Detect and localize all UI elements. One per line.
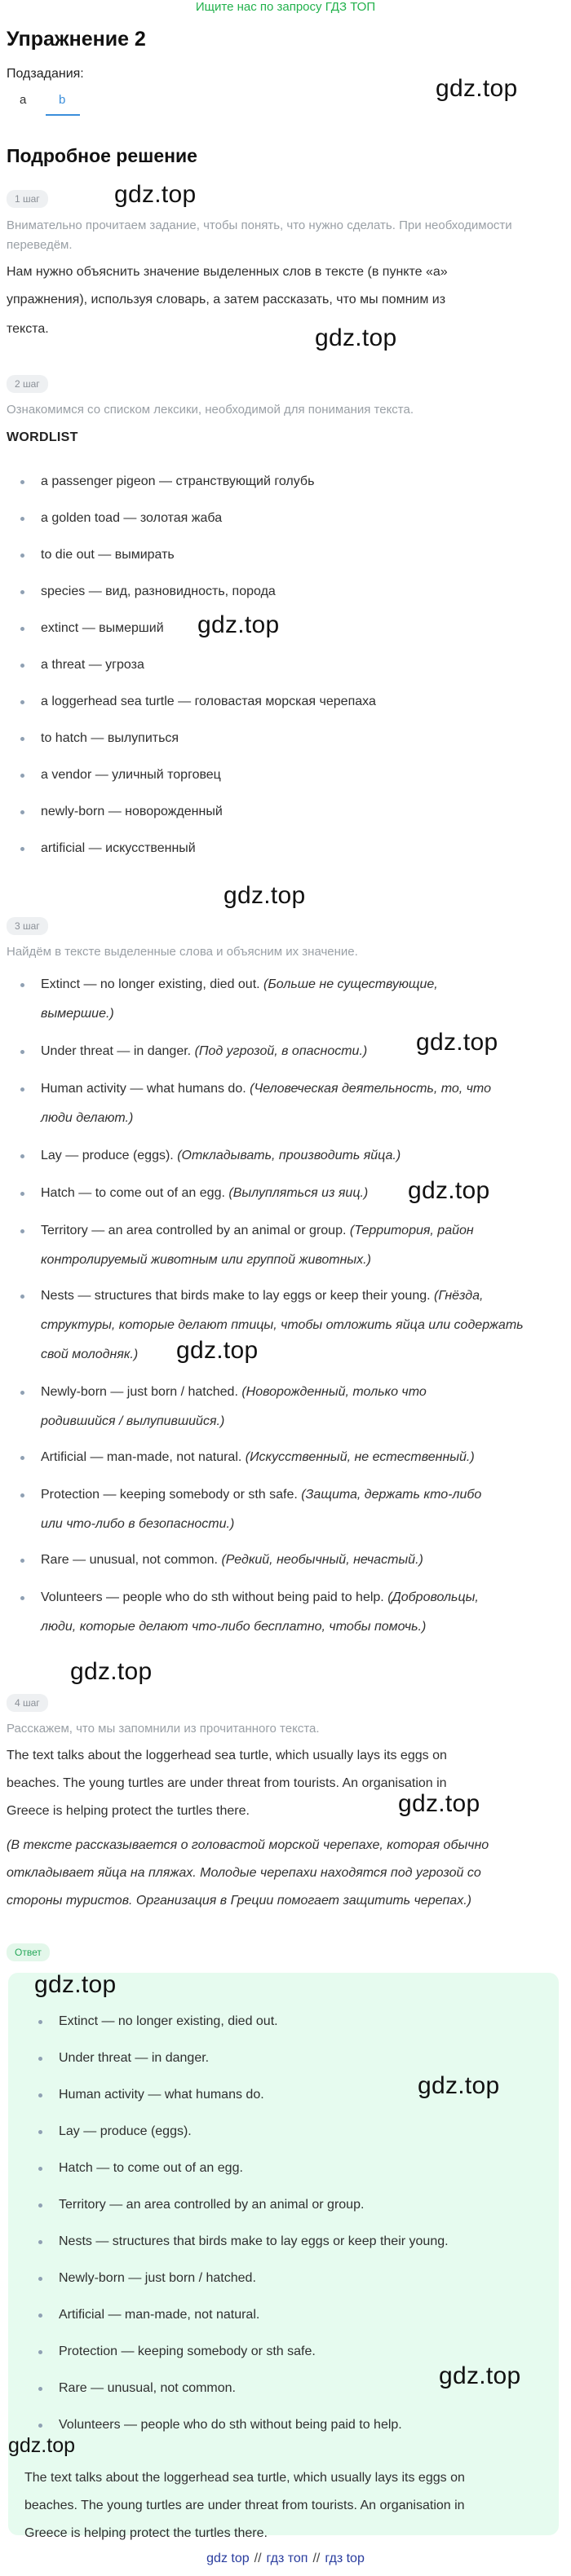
answer-item-text: Protection — keeping somebody or sth safe. <box>59 2344 316 2358</box>
bullet-icon <box>20 774 24 778</box>
definition-item <box>41 1443 547 1472</box>
step-badge-3: 3 шаг <box>7 917 48 935</box>
definition-ru: (Человеческая деятельность, то, что <box>250 1082 491 1096</box>
wordlist-item-text: a threat — угроза <box>41 658 144 672</box>
wordlist-item-text: to hatch — вылупиться <box>41 731 179 745</box>
step-4-hint: Расскажем, что мы запомнили из прочитанного текста. <box>7 1722 320 1736</box>
bullet-icon <box>20 1087 24 1092</box>
step-1-text-line-3: текста. <box>7 322 49 336</box>
definition-ru: (Вылупляться из яиц.) <box>228 1186 369 1200</box>
answer-item-text: Extinct — no longer existing, died out. <box>59 2014 278 2028</box>
definition-ru: (Под угрозой, в опасности.) <box>194 1044 368 1058</box>
bullet-icon <box>20 480 24 484</box>
bullet-icon <box>38 2424 42 2428</box>
bullet-icon <box>20 517 24 521</box>
wordlist-item-text: to die out — вымирать <box>41 548 175 562</box>
watermark: gdz.top <box>70 1658 153 1685</box>
definition-en: Newly-born — just born / hatched. <box>41 1385 242 1399</box>
answer-item-text: Human activity — what humans do. <box>59 2088 264 2102</box>
watermark: gdz.top <box>224 882 306 909</box>
footer-separator: // <box>254 2552 262 2565</box>
step-badge-1: 1 шаг <box>7 190 48 208</box>
answer-item-text: Hatch — to come out of an egg. <box>59 2161 243 2175</box>
definition-en: Human activity — what humans do. <box>41 1082 250 1096</box>
watermark: gdz.top <box>436 75 518 102</box>
bullet-icon <box>38 2350 42 2354</box>
bullet-icon <box>20 1493 24 1498</box>
definition-ru: (Больше не существующие, <box>263 977 438 991</box>
watermark: gdz.top <box>176 1337 259 1364</box>
footer-link[interactable]: гдз top <box>325 2552 365 2565</box>
answer-item <box>59 2374 236 2403</box>
step-4-translation-line-3: стороны туристов. Организация в Греции помогает защитить черепах.) <box>7 1894 471 1908</box>
answer-badge: Ответ <box>7 1943 50 1961</box>
wordlist-item-text: artificial — искусственный <box>41 841 196 855</box>
footer-link[interactable]: gdz top <box>206 2552 250 2565</box>
answer-item-text: Newly-born — just born / hatched. <box>59 2271 256 2285</box>
answer-item <box>59 2117 192 2146</box>
definition-item <box>41 970 547 1029</box>
wordlist-item-text: a vendor — уличный торговец <box>41 768 221 782</box>
wordlist-item <box>41 688 376 716</box>
answer-item <box>59 2190 364 2220</box>
definition-ru: люди, которые делают что-либо бесплатно, чтобы помочь.) <box>41 1620 427 1634</box>
answer-item <box>59 2337 316 2366</box>
answer-item-text: Territory — an area controlled by an animal or group. <box>59 2198 365 2212</box>
bullet-icon <box>38 2057 42 2061</box>
wordlist-item <box>41 798 223 826</box>
bullet-icon <box>20 1559 24 1563</box>
definition-ru: (Защита, держать кто-либо <box>301 1488 482 1502</box>
wordlist-item <box>41 468 314 496</box>
footer-links <box>0 2552 571 2566</box>
bullet-icon <box>38 2314 42 2318</box>
definition-item <box>41 1378 547 1436</box>
definition-en: Protection — keeping somebody or sth safe. <box>41 1488 302 1502</box>
wordlist-item <box>41 761 221 789</box>
step-badge-2: 2 шаг <box>7 375 48 393</box>
solution-title: Подробное решение <box>7 145 197 166</box>
step-badge-4: 4 шаг <box>7 1694 48 1712</box>
bullet-icon <box>20 847 24 851</box>
watermark: gdz.top <box>416 1029 498 1056</box>
watermark: gdz.top <box>315 324 397 351</box>
watermark: gdz.top <box>408 1177 490 1204</box>
definition-ru: контролируемый животным или группой животных.) <box>41 1253 371 1267</box>
bullet-icon <box>20 1456 24 1460</box>
step-4-translation-line-2: откладывает яйца на пляжах. Молодые черепахи находятся под угрозой со <box>7 1866 481 1880</box>
bullet-icon <box>38 2203 42 2208</box>
page-title: Упражнение 2 <box>7 28 146 51</box>
tab-a[interactable]: a <box>20 93 27 107</box>
bullet-icon <box>20 554 24 558</box>
wordlist-item-text: newly-born — новорожденный <box>41 805 223 818</box>
wordlist-item-text: a passenger pigeon — странствующий голубь <box>41 474 315 488</box>
definition-item <box>41 1281 555 1370</box>
wordlist-item-text: a loggerhead sea turtle — головастая морская черепаха <box>41 695 376 708</box>
step-4-text-line-3: Greece is helping protect the turtles there. <box>7 1804 250 1818</box>
definition-ru: вымершие.) <box>41 1007 114 1021</box>
definition-ru: свой молодняк.) <box>41 1348 139 1361</box>
footer-link[interactable]: гдз топ <box>266 2552 308 2565</box>
wordlist-item <box>41 541 175 569</box>
definition-ru: люди делают.) <box>41 1111 134 1125</box>
definition-en: Under threat — in danger. <box>41 1044 195 1058</box>
bullet-icon <box>38 2130 42 2134</box>
watermark: gdz.top <box>197 611 280 638</box>
step-1-text-line-1: Нам нужно объяснить значение выделенных слов в тексте (в пункте «a» <box>7 265 448 279</box>
answer-item <box>59 2154 243 2183</box>
definition-ru: (Территория, район <box>349 1224 474 1237</box>
answer-item <box>59 2411 402 2440</box>
answer-item-text: Nests — structures that birds make to lay eggs or keep their young. <box>59 2234 449 2248</box>
definition-en: Volunteers — people who do sth without being paid to help. <box>41 1590 388 1604</box>
definition-ru: (Добровольцы, <box>387 1590 479 1604</box>
bullet-icon <box>20 1050 24 1054</box>
watermark: gdz.top <box>418 2072 500 2099</box>
bullet-icon <box>20 590 24 594</box>
bullet-icon <box>20 627 24 631</box>
bullet-icon <box>20 1229 24 1233</box>
bullet-icon <box>38 2240 42 2244</box>
definition-en: Hatch — to come out of an egg. <box>41 1186 229 1200</box>
wordlist-item <box>41 725 179 752</box>
answer-item <box>59 2300 259 2330</box>
bullet-icon <box>20 737 24 741</box>
wordlist-item-text: a golden toad — золотая жаба <box>41 511 223 525</box>
definition-ru: или что-либо в безопасности.) <box>41 1517 235 1531</box>
answer-item-text: Rare — unusual, not common. <box>59 2381 236 2395</box>
answer-item <box>59 2007 278 2036</box>
definition-en: Territory — an area controlled by an animal or group. <box>41 1224 350 1237</box>
wordlist-item-text: species — вид, разновидность, порода <box>41 584 276 598</box>
definition-item <box>41 1074 547 1133</box>
definition-en: Lay — produce (eggs). <box>41 1149 178 1162</box>
definition-en: Extinct — no longer existing, died out. <box>41 977 264 991</box>
bullet-icon <box>20 1154 24 1158</box>
step-2-hint: Ознакомимся со списком лексики, необходимой для понимания текста. <box>7 403 414 417</box>
answer-item <box>59 2044 209 2073</box>
step-1-hint-line-1: Внимательно прочитаем задание, чтобы понять, что нужно сделать. При необходимости <box>7 218 512 232</box>
wordlist-title: WORDLIST <box>7 430 78 444</box>
answer-item-text: Volunteers — people who do sth without being paid to help. <box>59 2418 402 2432</box>
wordlist-item-text: extinct — вымерший <box>41 621 164 635</box>
wordlist-item <box>41 615 164 642</box>
bullet-icon <box>38 2020 42 2024</box>
answer-item <box>59 2227 449 2256</box>
wordlist-item <box>41 651 144 679</box>
answer-item <box>59 2080 264 2110</box>
watermark: gdz.top <box>439 2362 521 2389</box>
bullet-icon <box>38 2277 42 2281</box>
footer-separator: // <box>312 2552 321 2565</box>
wordlist-item <box>41 578 276 606</box>
bullet-icon <box>20 1295 24 1299</box>
watermark: gdz.top <box>8 2434 76 2457</box>
answer-item-text: Lay — produce (eggs). <box>59 2124 192 2138</box>
answer-item-text: Artificial — man-made, not natural. <box>59 2308 260 2322</box>
definition-en: Nests — structures that birds make to lay eggs or keep their young. <box>41 1289 434 1303</box>
bullet-icon <box>20 810 24 814</box>
definition-item <box>41 1480 547 1539</box>
definition-ru: структуры, которые делают птицы, чтобы отложить яйца или содержать <box>41 1318 524 1332</box>
definition-item <box>41 1141 547 1171</box>
definition-ru: родившийся / вылупившийся.) <box>41 1414 225 1428</box>
definition-ru: (Откладывать, производить яйца.) <box>177 1149 401 1162</box>
answer-item <box>59 2264 256 2293</box>
bullet-icon <box>38 2387 42 2391</box>
bullet-icon <box>20 1192 24 1196</box>
step-4-text-line-1: The text talks about the loggerhead sea turtle, which usually lays its eggs on <box>7 1749 447 1762</box>
watermark: gdz.top <box>114 181 197 208</box>
subtasks-label: Подзадания: <box>7 67 84 81</box>
definition-en: Artificial — man-made, not natural. <box>41 1450 246 1464</box>
definition-ru: (Гнёзда, <box>434 1289 484 1303</box>
bullet-icon <box>20 1391 24 1395</box>
step-1-hint-line-2: переведём. <box>7 238 73 252</box>
bullet-icon <box>38 2093 42 2097</box>
answer-item-text: Under threat — in danger. <box>59 2051 210 2065</box>
bullet-icon <box>38 2167 42 2171</box>
definition-ru: (Искусственный, не естественный.) <box>245 1450 475 1464</box>
answer-text-line-2: beaches. The young turtles are under threat from tourists. An organisation in <box>24 2499 465 2512</box>
active-tab-indicator <box>46 114 80 116</box>
definition-item <box>41 1216 555 1275</box>
bullet-icon <box>20 700 24 704</box>
definition-ru: (Новорожденный, только что <box>241 1385 427 1399</box>
answer-text-line-3: Greece is helping protect the turtles there. <box>24 2526 268 2540</box>
definition-ru: (Редкий, необычный, нечастый.) <box>221 1553 423 1567</box>
wordlist-item <box>41 505 222 532</box>
bullet-icon <box>20 983 24 987</box>
watermark: gdz.top <box>34 1971 117 1998</box>
bullet-icon <box>20 1596 24 1600</box>
step-1-text-line-2: упражнения), используя словарь, а затем рассказать, что мы помним из <box>7 293 446 307</box>
wordlist-item <box>41 835 196 862</box>
definition-item <box>41 1546 547 1575</box>
answer-text-line-1: The text talks about the loggerhead sea turtle, which usually lays its eggs on <box>24 2471 465 2485</box>
tab-b[interactable]: b <box>59 93 66 107</box>
bullet-icon <box>20 664 24 668</box>
step-4-translation-line-1: (В тексте рассказывается о головастой морской черепахе, которая обычно <box>7 1838 489 1852</box>
watermark: gdz.top <box>398 1790 480 1817</box>
definition-item <box>41 1583 555 1642</box>
step-3-hint: Найдём в тексте выделенные слова и объясним их значение. <box>7 945 358 959</box>
step-4-text-line-2: beaches. The young turtles are under threat from tourists. An organisation in <box>7 1776 447 1790</box>
definition-en: Rare — unusual, not common. <box>41 1553 222 1567</box>
top-search-link[interactable]: Ищите нас по запросу ГДЗ ТОП <box>195 0 376 14</box>
